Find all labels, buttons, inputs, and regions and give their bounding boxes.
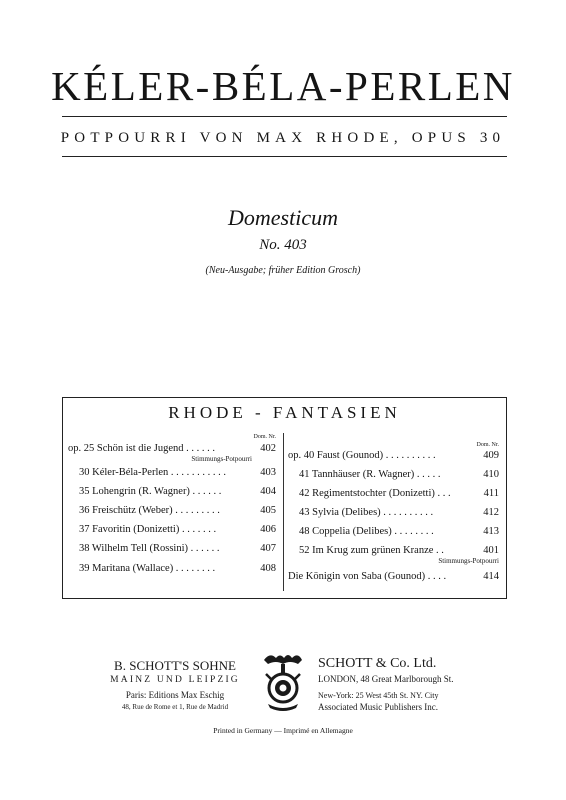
list-item: Die Königin von Saba (Gounod) . . . . 414 xyxy=(288,571,499,582)
page-title: KÉLER-BÉLA-PERLEN xyxy=(51,63,515,109)
list-item: 36 Freischütz (Weber) . . . . . . . . . 405 xyxy=(79,505,276,516)
title-rule xyxy=(62,116,507,117)
column-divider xyxy=(283,433,284,591)
publisher-right-london: LONDON, 48 Great Marlborough St. xyxy=(318,674,454,684)
dom-nr-label: Dom. Nr. xyxy=(476,442,499,448)
fantasien-heading: RHODE - FANTASIEN xyxy=(168,403,401,422)
list-item: op. 25 Schön ist die Jugend . . . . . . 402 xyxy=(68,443,276,454)
list-item: 52 Im Krug zum grünen Kranze . . 401 xyxy=(299,545,499,556)
schott-logo xyxy=(260,650,306,714)
edition-series: Domesticum xyxy=(228,205,338,230)
publisher-right-newyork: New-York: 25 West 45th St. NY. City xyxy=(318,691,439,700)
edition-number: No. 403 xyxy=(259,237,307,253)
list-item: 38 Wilhelm Tell (Rossini) . . . . . . 407 xyxy=(79,543,276,554)
list-item: 37 Favoritin (Donizetti) . . . . . . . 406 xyxy=(79,524,276,535)
list-item: 43 Sylvia (Delibes) . . . . . . . . . . 412 xyxy=(299,507,499,518)
list-item: 41 Tannhäuser (R. Wagner) . . . . . 410 xyxy=(299,469,499,480)
publisher-left-paris: Paris: Editions Max Eschig xyxy=(125,690,225,700)
subtitle-rule xyxy=(62,156,507,157)
list-item: 42 Regimentstochter (Donizetti) . . . 411 xyxy=(299,488,499,499)
list-item: 35 Lohengrin (R. Wagner) . . . . . . 404 xyxy=(79,486,276,497)
publisher-left-city: MAINZ UND LEIPZIG xyxy=(110,675,240,685)
fantasien-left-column xyxy=(68,432,276,592)
publisher-right-associated: Associated Music Publishers Inc. xyxy=(318,702,438,712)
publisher-emblem-icon xyxy=(260,650,306,714)
list-item: op. 40 Faust (Gounod) . . . . . . . . . . 409 xyxy=(288,450,499,461)
publisher-right-name: SCHOTT & Co. Ltd. xyxy=(318,656,437,671)
dom-nr-label: Dom. Nr. xyxy=(253,434,276,440)
fantasien-right-column xyxy=(288,432,499,592)
list-item: 30 Kéler-Béla-Perlen . . . . . . . . . . . 403 xyxy=(79,467,276,478)
edition-note: (Neu-Ausgabe; früher Edition Grosch) xyxy=(205,265,361,276)
list-item: 48 Coppelia (Delibes) . . . . . . . . 413 xyxy=(299,526,499,537)
printed-note: Printed in Germany — Imprimé en Allemagne xyxy=(213,726,353,735)
publisher-left-name: B. SCHOTT'S SOHNE xyxy=(114,658,236,673)
list-item-subtitle: Stimmungs-Potpourri xyxy=(191,455,252,463)
subtitle: POTPOURRI VON MAX RHODE, OPUS 30 xyxy=(60,130,506,146)
publisher-left-address: 48, Rue de Rome et 1, Rue de Madrid xyxy=(121,703,229,711)
list-item-subtitle: Stimmungs-Potpourri xyxy=(438,557,499,565)
list-item: 39 Maritana (Wallace) . . . . . . . . 408 xyxy=(79,563,276,574)
